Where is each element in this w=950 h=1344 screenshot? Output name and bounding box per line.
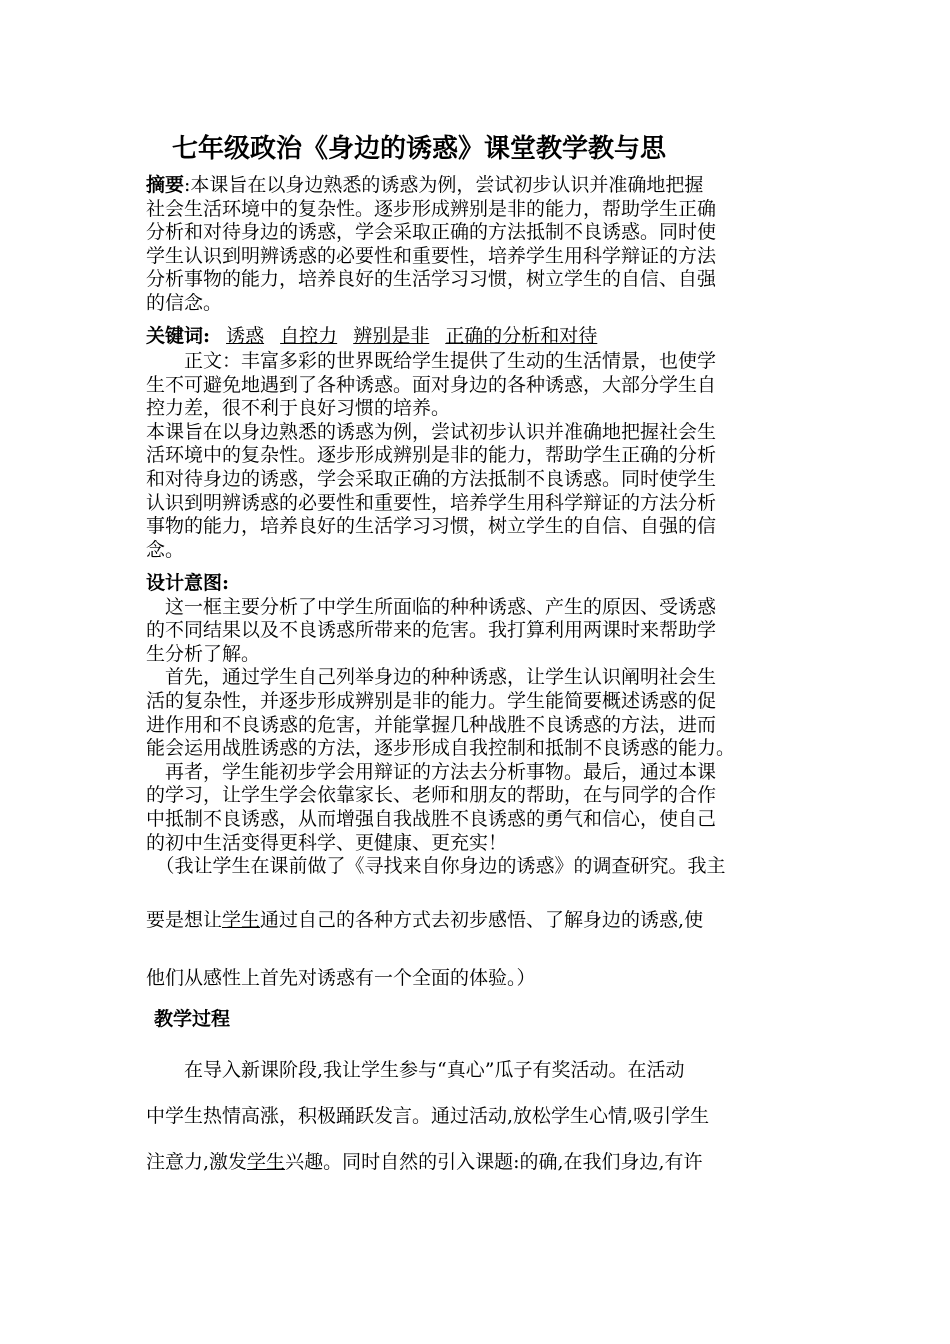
body-line: 活环境中的复杂性。逐步形成辨别是非的能力，帮助学生正确的分析	[146, 444, 717, 467]
body-line: 正文：丰富多彩的世界既给学生提供了生动的生活情景，也使学	[146, 350, 717, 372]
body-line: 生不可避免地遇到了各种诱惑。面对身边的各种诱惑，大部分学生自	[146, 373, 717, 396]
process-line: 中学生热情高涨，积极踊跃发言。通过活动,放松学生心情,吸引学生	[146, 1105, 710, 1127]
design-line: 这一框主要分析了中学生所面临的种种诱惑、产生的原因、受诱惑	[146, 595, 717, 618]
body-line: 和对待身边的诱惑，学会采取正确的方法抵制不良诱惑。同时使学生	[146, 467, 717, 490]
design-line: 能会运用战胜诱惑的方法，逐步形成自我控制和抵制不良诱惑的能力。	[146, 737, 736, 760]
process-section	[146, 1008, 816, 1032]
body-line: 控力差，很不利于良好习惯的培养。	[146, 397, 451, 420]
survey-text: 通过自己的各种方式去初步感悟、了解身边的诱惑,使	[260, 909, 704, 931]
process-line: 注意力,激发	[146, 1151, 248, 1173]
process-line: 在导入新课阶段,我让学生参与“真心”瓜子有奖活动。在活动	[146, 1059, 685, 1081]
student-link[interactable]: 学生	[222, 909, 261, 931]
survey-text: 他们从感性上首先对诱惑有一个全面的体验。）	[146, 967, 536, 989]
abstract-line: 分析事物的能力，培养良好的生活学习习惯，树立学生的自信、自强	[146, 268, 717, 291]
body-line: 事物的能力，培养良好的生活学习习惯，树立学生的自信、自强的信	[146, 515, 717, 538]
design-line: 中抵制不良诱惑，从而增强自我战胜不良诱惑的勇气和信心，使自己	[146, 807, 717, 830]
survey-text: 要是想让	[146, 909, 223, 931]
keywords-label: 关键词:	[146, 325, 211, 347]
process-line: 兴趣。同时自然的引入课题:的确,在我们身边,有许	[285, 1151, 703, 1173]
survey-continuation	[146, 896, 816, 1002]
abstract-line: 的信念。	[146, 291, 223, 314]
design-heading: 设计意图:	[146, 572, 230, 594]
body-line: 认识到明辨诱惑的必要性和重要性，培养学生用科学辩证的方法分析	[146, 491, 717, 514]
design-line: 活的复杂性，并逐步形成辨别是非的能力。学生能简要概述诱惑的促	[146, 689, 717, 712]
design-line: 的不同结果以及不良诱惑所带来的危害。我打算利用两课时来帮助学	[146, 619, 717, 642]
design-line: （我让学生在课前做了《寻找来自你身边的诱惑》的调查研究。我主	[146, 855, 726, 878]
keywords-section	[146, 325, 816, 349]
design-line: 进作用和不良诱惑的危害，并能掌握几种战胜不良诱惑的方法，进而	[146, 713, 717, 736]
body-text	[146, 350, 816, 562]
body-line: 本课旨在以身边熟悉的诱惑为例，尝试初步认识并准确地把握社会生	[146, 420, 717, 443]
keyword: 自控力	[280, 325, 338, 347]
abstract-line: 社会生活环境中的复杂性。逐步形成辨别是非的能力，帮助学生正确	[146, 197, 717, 220]
keyword: 正确的分析和对待	[445, 325, 598, 347]
keyword: 诱惑	[226, 325, 265, 347]
body-line: 念。	[146, 538, 185, 561]
abstract-line: 分析和对待身边的诱惑，学会采取正确的方法抵制不良诱惑。同时使	[146, 221, 717, 244]
process-heading: 教学过程	[154, 1008, 231, 1030]
design-line: 的初中生活变得更科学、更健康、更充实！	[146, 831, 508, 854]
abstract-line: 学生认识到明辨诱惑的必要性和重要性，培养学生用科学辩证的方法	[146, 244, 717, 267]
process-text	[146, 1047, 816, 1185]
keyword: 辨别是非	[353, 325, 430, 347]
abstract-line: :本课旨在以身边熟悉的诱惑为例，尝试初步认识并准确地把握	[184, 174, 704, 196]
design-line: 再者，学生能初步学会用辩证的方法去分析事物。最后，通过本课	[146, 760, 717, 783]
design-section	[146, 572, 816, 879]
abstract-label: 摘要	[146, 174, 185, 196]
abstract-section	[146, 174, 816, 316]
page-title: 七年级政治《身边的诱惑》课堂教学教与思	[172, 134, 667, 164]
design-line: 生分析了解。	[146, 642, 261, 665]
design-line: 的学习，让学生学会依靠家长、老师和朋友的帮助，在与同学的合作	[146, 784, 717, 807]
student-link[interactable]: 学生	[247, 1151, 286, 1173]
design-line: 首先，通过学生自己列举身边的种种诱惑，让学生认识阐明社会生	[146, 666, 717, 689]
